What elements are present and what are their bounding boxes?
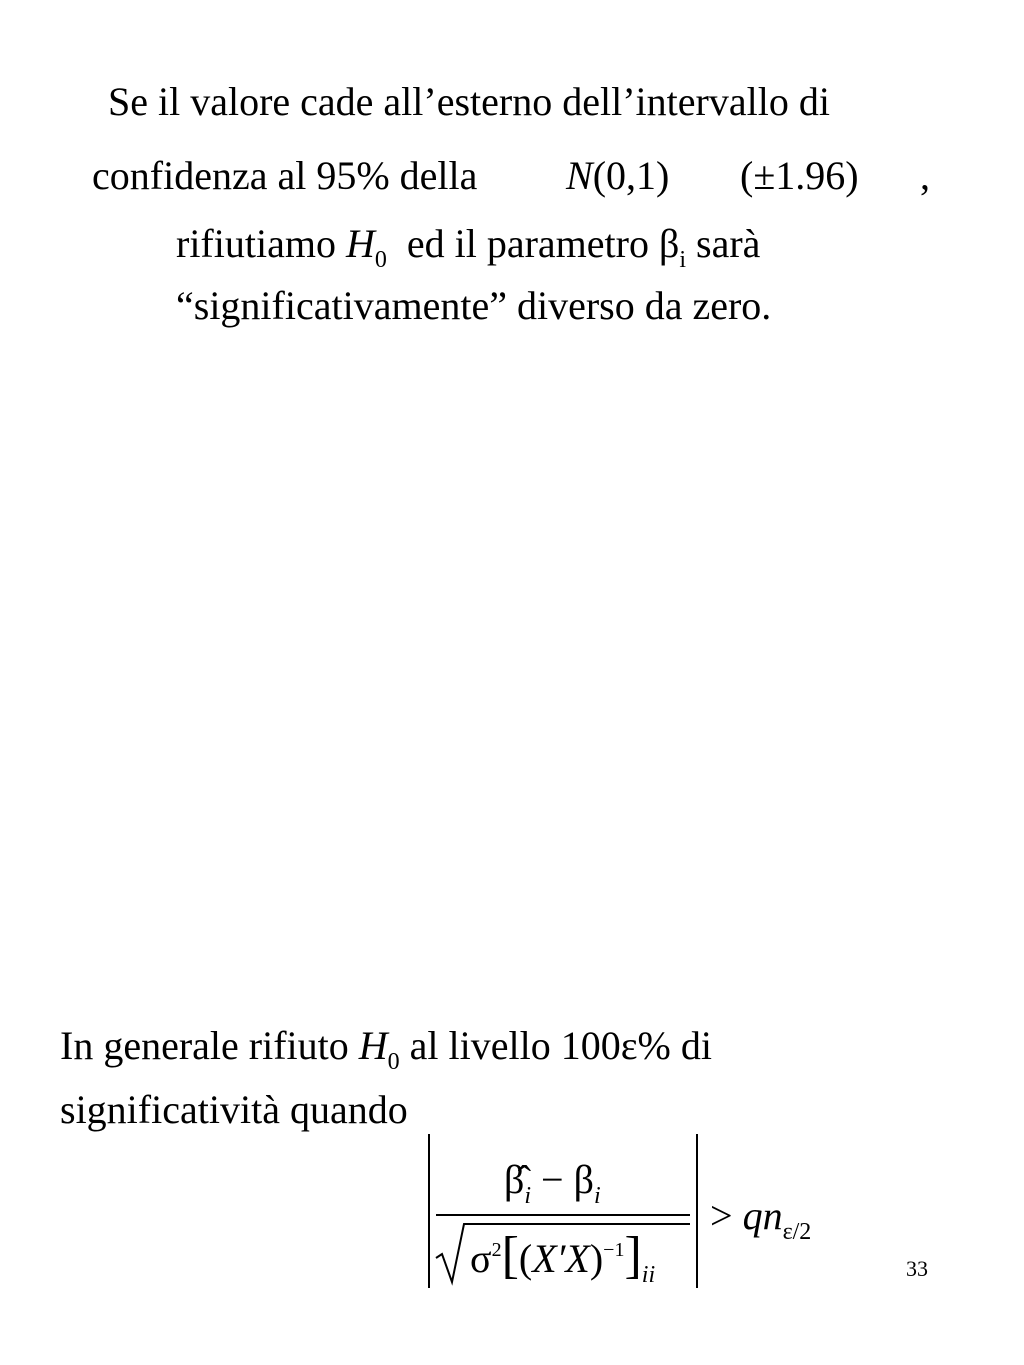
formula-rhs: [710, 1193, 812, 1245]
hypothesis-H0: $H_0$: [345, 221, 387, 273]
paren-close: ): [589, 1236, 604, 1281]
beta-subscript: i: [679, 247, 686, 273]
para1-line2-text: confidenza al 95% della: [92, 153, 478, 198]
para1-line2: [92, 153, 478, 198]
para2-line1: [60, 1023, 712, 1075]
para1-line2-comma: ,: [920, 153, 930, 198]
para1-line3-text-a: rifiutiamo: [176, 221, 336, 266]
beta: β: [573, 1157, 594, 1202]
formula-numerator: $\betâ_i - \beta_i$: [504, 1157, 601, 1209]
confidence-interval-value: (±1.96): [740, 153, 859, 198]
para1-line4: “significativamente” diverso da zero.: [176, 283, 772, 328]
beta-hat: β̂: [504, 1157, 525, 1202]
bracket-subscript: ii: [641, 1262, 656, 1288]
para1-line3: [176, 221, 761, 273]
hypothesis-H0-2: $H_0$: [358, 1023, 400, 1075]
para2-line1-text-b: al livello 100ε% di: [409, 1023, 712, 1068]
dist-symbol-N: N: [566, 153, 593, 198]
abs-bar-left: [428, 1134, 430, 1288]
sigma: σ: [470, 1236, 492, 1281]
bracket-open: [: [501, 1227, 519, 1284]
fraction-line: [436, 1214, 690, 1216]
para2-line2: significatività quando: [60, 1087, 408, 1132]
q-symbol: q: [742, 1193, 763, 1238]
normal-distribution: [566, 153, 670, 198]
para1-line3-text-b: ed il parametro β: [406, 221, 680, 266]
formula-denominator: $\sigma^2[(X'X)^{-1}]_{ii}$: [470, 1227, 656, 1288]
greater-than: >: [710, 1193, 733, 1238]
page-number: 33: [906, 1256, 928, 1281]
minus-sign: −: [541, 1157, 564, 1202]
n-symbol: n: [762, 1193, 783, 1238]
bracket-close: ]: [624, 1227, 642, 1284]
para1-line1: Se il valore cade all’esterno dell’intervallo di: [108, 79, 830, 124]
dist-args: (0,1): [592, 153, 670, 198]
abs-bar-right: [696, 1134, 698, 1288]
x-transpose-x: X′X: [532, 1236, 590, 1281]
para1-line3-text-c: sarà: [696, 221, 761, 266]
significance-formula: [420, 1130, 860, 1290]
n-subscript: ε/2: [782, 1219, 812, 1245]
para2-line1-text-a: In generale rifiuto: [60, 1023, 349, 1068]
paren-open: (: [518, 1236, 533, 1281]
